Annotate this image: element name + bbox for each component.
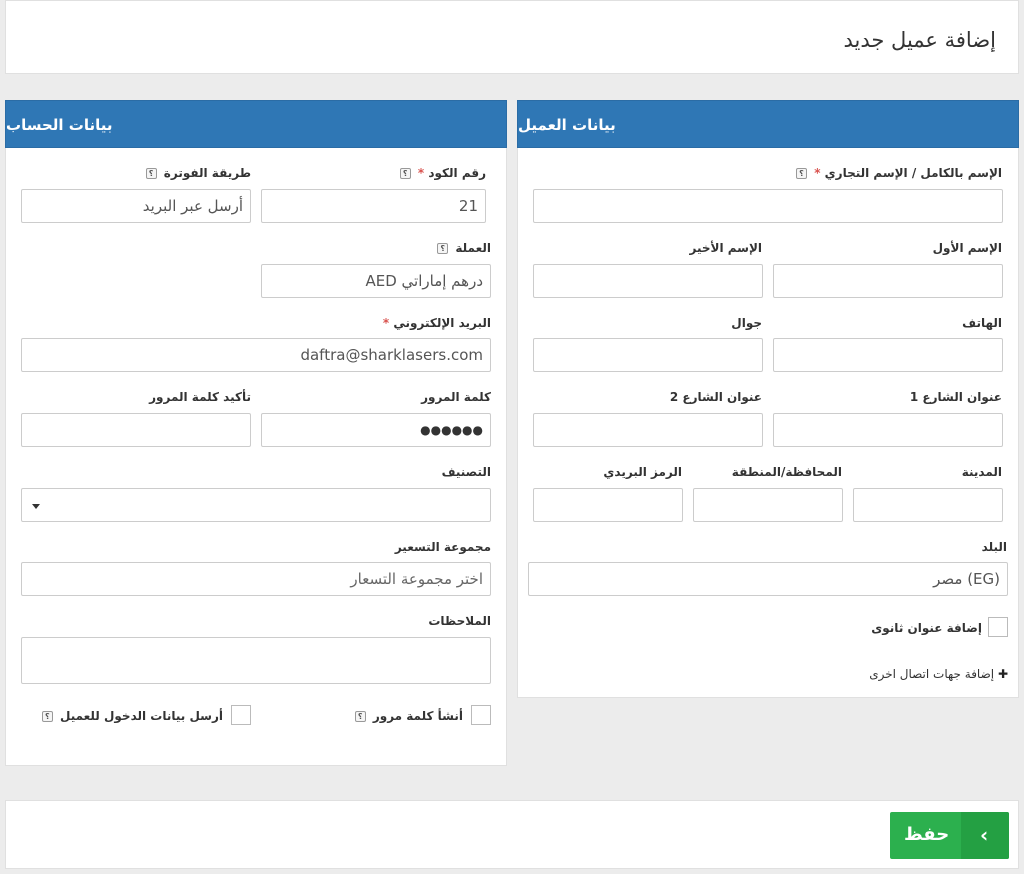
send-login-label bbox=[39, 709, 223, 723]
full-name-input[interactable] bbox=[533, 189, 1003, 223]
page-header bbox=[5, 0, 1019, 74]
phone-label: الهاتف bbox=[962, 316, 1002, 330]
invoice-method-select[interactable]: أرسل عبر البريد bbox=[21, 189, 251, 223]
save-label: حفظ bbox=[904, 824, 950, 845]
mobile-label: جوال bbox=[731, 316, 762, 330]
city-label: المدينة bbox=[961, 465, 1002, 479]
postal-input[interactable] bbox=[533, 488, 683, 522]
password-label: كلمة المرور bbox=[421, 390, 491, 404]
required-marker: * bbox=[814, 166, 821, 180]
phone-input[interactable] bbox=[773, 338, 1003, 372]
add-contacts-label: إضافة جهات اتصال اخرى bbox=[869, 667, 995, 681]
street1-input[interactable] bbox=[773, 413, 1003, 447]
account-panel-title: بيانات الحساب bbox=[6, 116, 113, 134]
secondary-address-checkbox[interactable] bbox=[988, 617, 1008, 637]
first-name-input[interactable] bbox=[773, 264, 1003, 298]
help-icon[interactable]: ؟ bbox=[355, 711, 366, 722]
price-group-label: مجموعة التسعير bbox=[394, 540, 491, 554]
email-label-text: البريد الإلكتروني bbox=[393, 316, 491, 330]
city-input[interactable] bbox=[853, 488, 1003, 522]
code-label bbox=[397, 166, 486, 180]
price-group-placeholder: اختر مجموعة التسعار bbox=[350, 570, 483, 588]
account-panel-header bbox=[5, 100, 507, 148]
email-input[interactable]: daftra@sharklasers.com bbox=[21, 338, 491, 372]
create-password-label-text: أنشأ كلمة مرور bbox=[372, 709, 463, 723]
notes-textarea[interactable] bbox=[21, 637, 491, 684]
client-panel-header bbox=[517, 100, 1019, 148]
confirm-password-label: تأكيد كلمة المرور bbox=[149, 390, 251, 404]
country-value: مصر (EG) bbox=[933, 570, 1000, 588]
chevron-left-icon: ‹ bbox=[980, 823, 989, 847]
footer-bar bbox=[5, 800, 1019, 869]
invoice-method-label-text: طريقة الفوترة bbox=[163, 166, 251, 180]
last-name-label: الإسم الأخير bbox=[689, 241, 762, 255]
plus-icon: ✚ bbox=[997, 667, 1008, 681]
currency-select[interactable]: AED درهم إماراتي bbox=[261, 264, 491, 298]
send-login-checkbox[interactable] bbox=[231, 705, 251, 725]
invoice-method-label bbox=[143, 166, 251, 180]
help-icon[interactable]: ؟ bbox=[146, 168, 157, 179]
page-title: إضافة عميل جديد bbox=[843, 28, 996, 52]
create-password-label bbox=[352, 709, 463, 723]
password-input[interactable]: ●●●●●● bbox=[261, 413, 491, 447]
state-label: المحافظة/المنطقة bbox=[731, 465, 842, 479]
street2-input[interactable] bbox=[533, 413, 763, 447]
confirm-password-input[interactable] bbox=[21, 413, 251, 447]
code-input[interactable]: 21 bbox=[261, 189, 486, 223]
notes-label: الملاحظات bbox=[428, 614, 491, 628]
chevron-down-icon bbox=[32, 504, 40, 509]
code-label-text: رقم الكود bbox=[428, 166, 486, 180]
category-select[interactable] bbox=[21, 488, 491, 522]
full-name-label-text: الإسم بالكامل / الإسم التجاري bbox=[824, 166, 1002, 180]
street2-label: عنوان الشارع 2 bbox=[669, 390, 762, 404]
street1-label: عنوان الشارع 1 bbox=[909, 390, 1002, 404]
help-icon[interactable]: ؟ bbox=[437, 243, 448, 254]
full-name-label bbox=[793, 166, 1002, 180]
currency-label-text: العملة bbox=[455, 241, 491, 255]
first-name-label: الإسم الأول bbox=[932, 241, 1002, 255]
create-password-checkbox[interactable] bbox=[471, 705, 491, 725]
send-login-label-text: أرسل بيانات الدخول للعميل bbox=[59, 709, 223, 723]
last-name-input[interactable] bbox=[533, 264, 763, 298]
email-label bbox=[383, 316, 491, 330]
help-icon[interactable]: ؟ bbox=[796, 168, 807, 179]
mobile-input[interactable] bbox=[533, 338, 763, 372]
country-label: البلد bbox=[981, 540, 1007, 554]
save-button[interactable] bbox=[890, 812, 1009, 859]
country-select[interactable] bbox=[528, 562, 1008, 596]
required-marker: * bbox=[382, 316, 390, 330]
postal-label: الرمز البريدي bbox=[603, 465, 682, 479]
help-icon[interactable]: ؟ bbox=[400, 168, 411, 179]
secondary-address-label: إضافة عنوان ثانوى bbox=[871, 621, 982, 635]
required-marker: * bbox=[417, 166, 425, 180]
help-icon[interactable]: ؟ bbox=[42, 711, 53, 722]
client-panel-title: بيانات العميل bbox=[518, 116, 616, 134]
category-label: التصنيف bbox=[441, 465, 491, 479]
state-input[interactable] bbox=[693, 488, 843, 522]
currency-label bbox=[434, 241, 491, 255]
add-contacts-link[interactable] bbox=[869, 667, 1008, 681]
price-group-select[interactable] bbox=[21, 562, 491, 596]
